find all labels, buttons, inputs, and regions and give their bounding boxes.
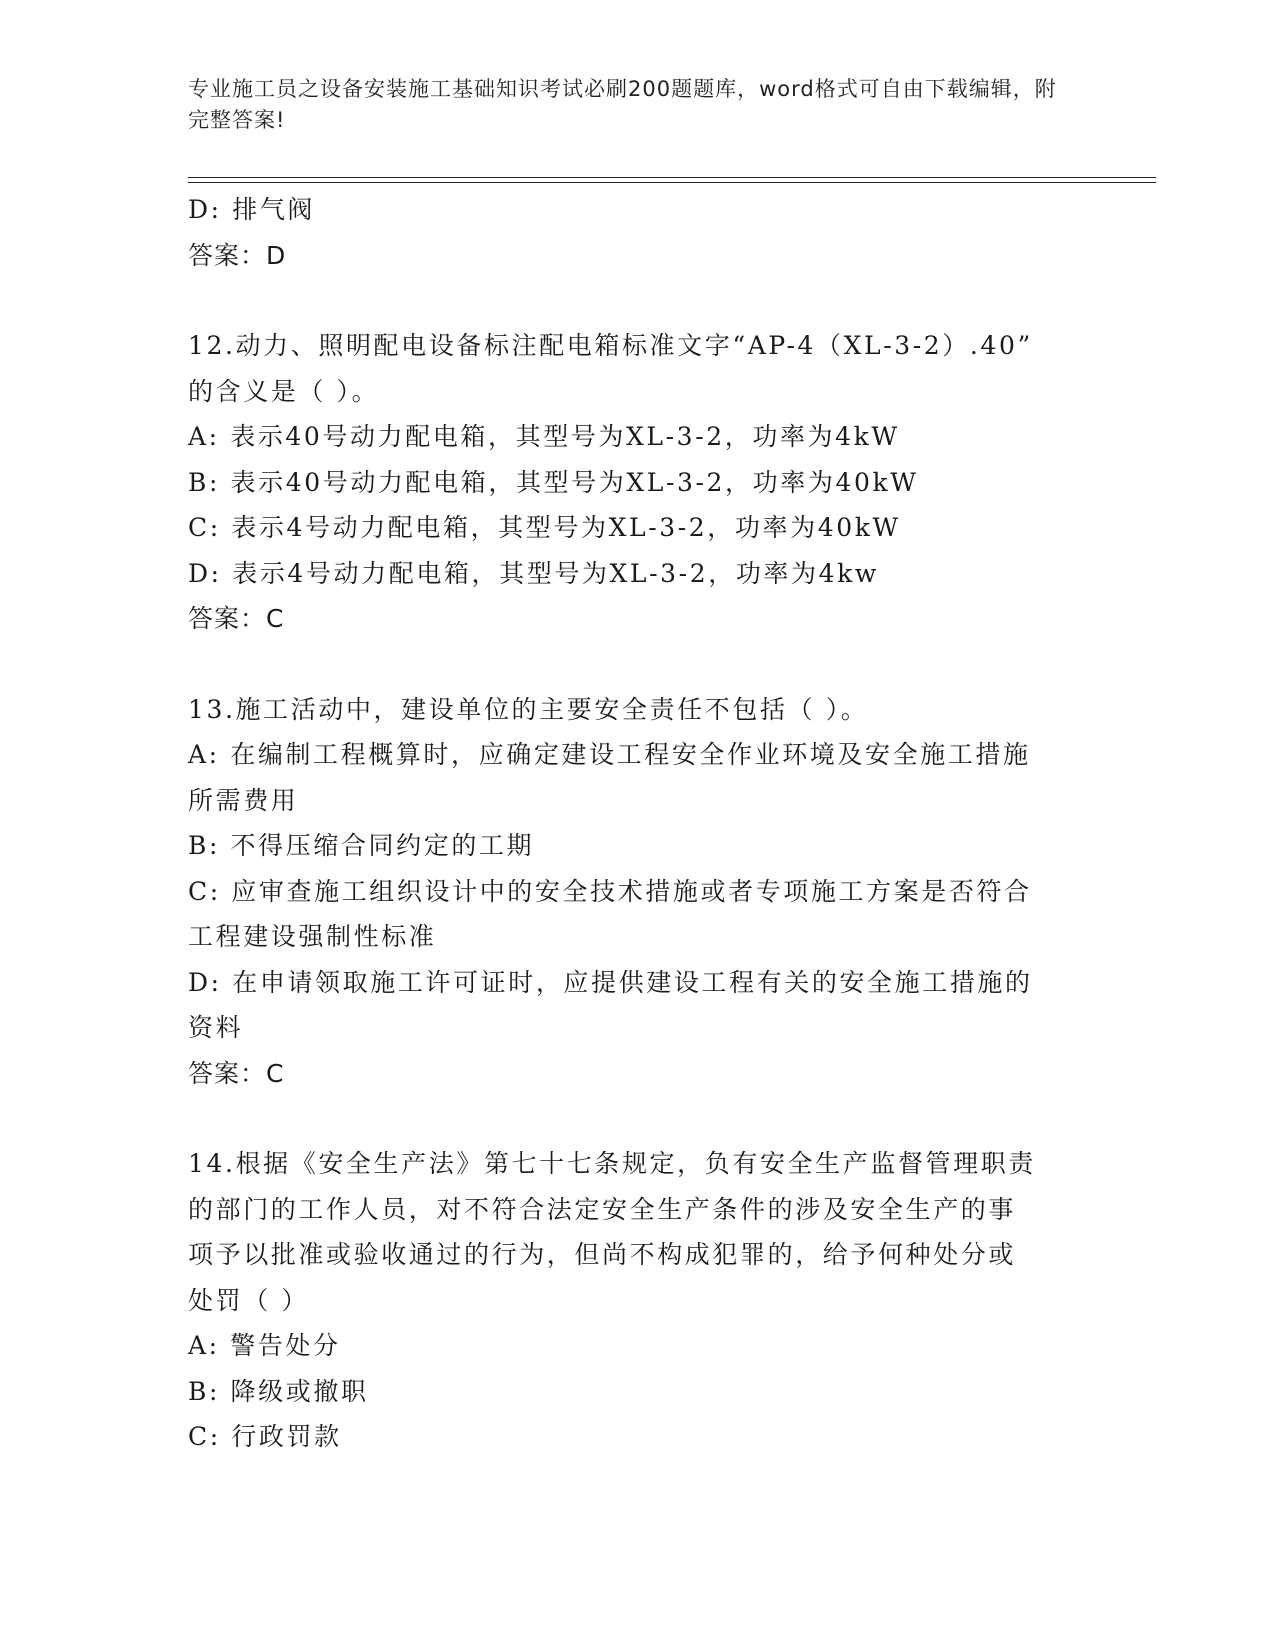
question-line: D: 在申请领取施工许可证时，应提供建设工程有关的安全施工措施的 <box>188 967 1033 997</box>
question-line: 的含义是（ ）。 <box>188 376 380 406</box>
question-line: A: 警告处分 <box>188 1331 341 1360</box>
question-line: 所需费用 <box>188 785 299 815</box>
question-block <box>188 187 1088 278</box>
question-block <box>188 1141 1088 1460</box>
question-stem: 13.施工活动中，建设单位的主要安全责任不包括（ ）。 <box>188 694 869 724</box>
question-line: C: 行政罚款 <box>188 1422 342 1451</box>
question-line: D: 排气阀 <box>188 195 316 224</box>
question-list <box>188 187 1088 1460</box>
question-line: A: 表示40号动力配电箱，其型号为XL-3-2，功率为4kW <box>188 422 900 451</box>
question-line: B: 不得压缩合同约定的工期 <box>188 831 535 860</box>
question-line: B: 降级或撤职 <box>188 1376 369 1406</box>
block-spacer <box>188 642 1088 687</box>
question-line: 工程建设强制性标准 <box>188 922 437 951</box>
block-spacer <box>188 1096 1088 1141</box>
question-block <box>188 687 1088 1097</box>
answer-line: 答案：D <box>188 240 287 270</box>
answer-line: 答案：C <box>188 604 285 633</box>
question-line: A: 在编制工程概算时，应确定建设工程安全作业环境及安全施工措施 <box>188 740 1031 769</box>
question-line: 项予以批准或验收通过的行为，但尚不构成犯罪的，给予何种处分或 <box>188 1240 1017 1269</box>
question-line: C: 应审查施工组织设计中的安全技术措施或者专项施工方案是否符合 <box>188 876 1032 906</box>
header-divider-bottom <box>188 182 1156 183</box>
header-divider-top <box>188 177 1156 178</box>
document-header: 专业施工员之设备安装施工基础知识考试必刷200题题库，word格式可自由下载编辑，附完整答案! <box>188 77 1057 132</box>
question-line: 资料 <box>188 1013 244 1042</box>
question-line: 处罚（ ） <box>188 1285 309 1315</box>
question-stem: 12.动力、照明配电设备标注配电箱标准文字“AP-4（XL-3-2）.40” <box>188 331 1033 360</box>
question-line: B: 表示40号动力配电箱，其型号为XL-3-2，功率为40kW <box>188 467 919 497</box>
question-stem: 14.根据《安全生产法》第七十七条规定，负有安全生产监督管理职责 <box>188 1149 1036 1178</box>
question-line: D: 表示4号动力配电箱，其型号为XL-3-2，功率为4kw <box>188 558 879 588</box>
question-line: 的部门的工作人员，对不符合法定安全生产条件的涉及安全生产的事 <box>188 1194 1017 1224</box>
block-spacer <box>188 278 1088 323</box>
question-line: C: 表示4号动力配电箱，其型号为XL-3-2，功率为40kW <box>188 513 901 542</box>
question-block <box>188 323 1088 642</box>
answer-line: 答案：C <box>188 1058 285 1088</box>
